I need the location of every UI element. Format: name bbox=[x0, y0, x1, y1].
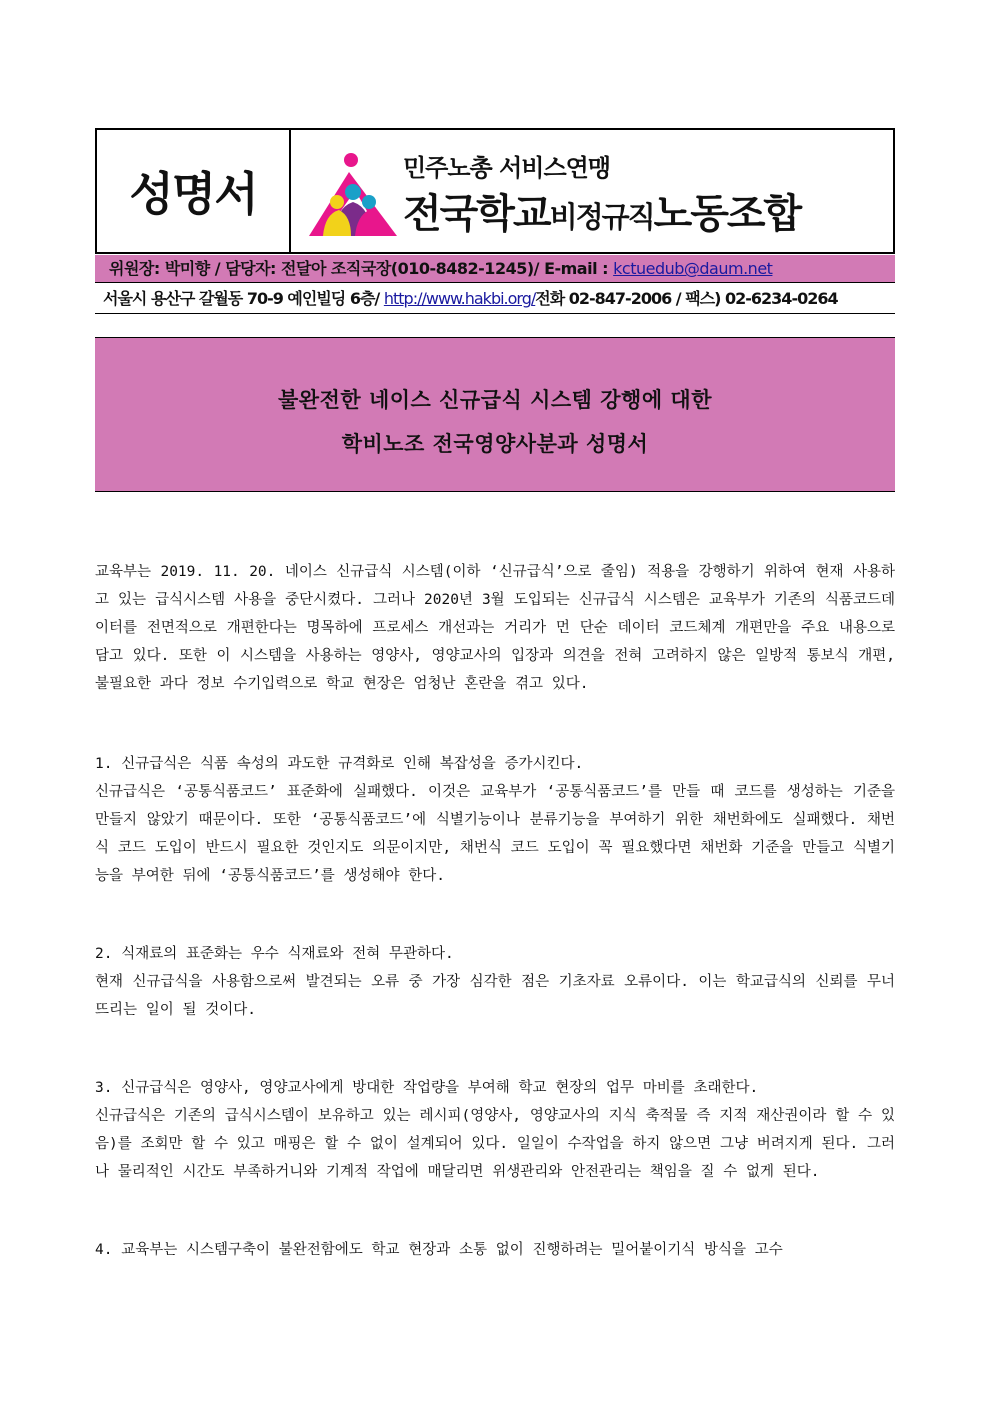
org-cell bbox=[291, 130, 893, 252]
union-name-part-3: 노동조합 bbox=[653, 191, 801, 237]
contact-bar bbox=[95, 255, 895, 283]
phone-fax: 전화 02-847-2006 / 팩스) 02-6234-0264 bbox=[535, 289, 838, 308]
contact-line: 위원장: 박미향 / 담당자: 전달아 조직국장(010-8482-1245)/ E-mail : bbox=[109, 259, 609, 278]
section-2-text: 현재 신규급식을 사용함으로써 발견되는 오류 중 가장 심각한 점은 기초자료 오류이다. 이는 학교급식의 신뢰를 무너뜨리는 일이 될 것이다. bbox=[95, 974, 895, 1018]
doc-type-cell bbox=[97, 130, 291, 252]
union-name-part-1: 전국학교 bbox=[403, 191, 550, 237]
section-2-heading: 2. 식재료의 표준화는 우수 식재료와 전혀 무관하다. bbox=[95, 946, 454, 962]
section-3-text: 신규급식은 기존의 급식시스템이 보유하고 있는 레시피(영양사, 영양교사의 지식 축적물 즉 지적 재산권이라 할 수 있음)를 조회만 할 수 있고 매핑은 할 수 없이 설계되어 있다. 일일이 수작업을 하지 않으면 그냥 버려지게 된다. 그러나 물리적인 시간도 부족하거니와 기계적 작업에 매달리면 위생관리와 안전관리는 책임을 질 수 없게 된다. bbox=[95, 1108, 895, 1180]
statement-title-box bbox=[95, 337, 895, 492]
address-line bbox=[95, 284, 895, 314]
union-name bbox=[403, 182, 800, 239]
website-link[interactable]: http://www.hakbi.org/ bbox=[383, 289, 536, 308]
section-1-heading: 1. 신규급식은 식품 속성의 과도한 규격화로 인해 복잡성을 증가시킨다. bbox=[95, 756, 584, 772]
letterhead bbox=[95, 128, 895, 254]
union-logo-icon bbox=[305, 150, 401, 240]
federation-name: 민주노총 서비스연맹 bbox=[403, 154, 611, 182]
intro-paragraph: 교육부는 2019. 11. 20. 네이스 신규급식 시스템(이하 ‘신규급식’으로 줄임) 적용을 강행하기 위하여 현재 사용하고 있는 급식시스템 사용을 중단시켰다. 그러나 2020년 3월 도입되는 신규급식 시스템은 교육부가 기존의 식품코드데이터를 전면적으로 개편한다는 명목하에 프로세스 개선과는 거리가 먼 단순 데이터 코드체계 개편만을 주요 내용으로 담고 있다. 또한 이 시스템을 사용하는 영양사, 영양교사의 입장과 의견을 전혀 고려하지 않은 일방적 통보식 개편, 불필요한 과다 정보 수기입력으로 학교 현장은 엄청난 혼란을 겪고 있다. bbox=[95, 564, 895, 692]
section-1-text: 신규급식은 ‘공통식품코드’ 표준화에 실패했다. 이것은 교육부가 ‘공통식품코드’를 만들 때 코드를 생성하는 기준을 만들지 않았기 때문이다. 또한 ‘공통식품코드’에 식별기능이나 분류기능을 부여하기 위한 채번화에도 실패했다. 채번식 코드 도입이 반드시 필요한 것인지도 의문이지만, 채번식 코드 도입이 꼭 필요했다면 채번화 기준을 만들고 식별기능을 부여한 뒤에 ‘공통식품코드’를 생성해야 한다. bbox=[95, 784, 895, 884]
title-line-1: 불완전한 네이스 신규급식 시스템 강행에 대한 bbox=[278, 388, 712, 412]
title-line-2: 학비노조 전국영양사분과 성명서 bbox=[341, 432, 649, 456]
union-name-part-2: 비정규직 bbox=[549, 200, 654, 234]
doc-type-label: 성명서 bbox=[129, 167, 257, 221]
section-3-heading: 3. 신규급식은 영양사, 영양교사에게 방대한 작업량을 부여해 학교 현장의 업무 마비를 초래한다. bbox=[95, 1080, 759, 1096]
section-4-heading: 4. 교육부는 시스템구축이 불완전함에도 학교 현장과 소통 없이 진행하려는 밀어붙이기식 방식을 고수 bbox=[95, 1242, 783, 1258]
statement-body bbox=[95, 558, 895, 1264]
address-prefix: 서울시 용산구 갈월동 70-9 예인빌딩 6층/ bbox=[103, 289, 380, 308]
email-link[interactable]: kctuedub@daum.net bbox=[613, 259, 773, 278]
